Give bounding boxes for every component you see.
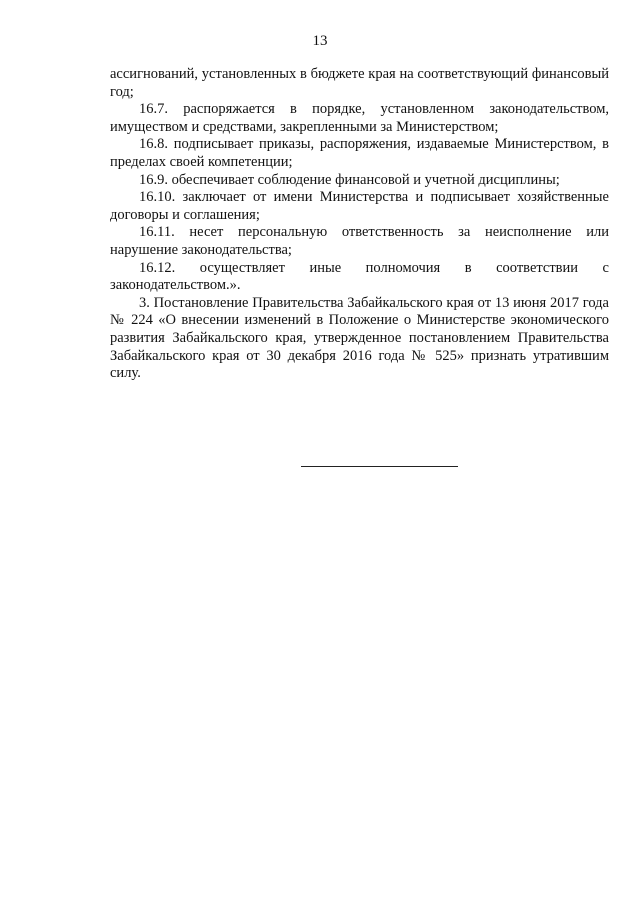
page-number: 13 <box>312 33 328 49</box>
paragraph-16-8: 16.8. подписывает приказы, распоряжения, издаваемые Министерством, в пределах своей компетенции; <box>110 136 609 170</box>
paragraph-16-10: 16.10. заключает от имени Министерства и подписывает хозяйственные договоры и соглашения; <box>110 189 609 223</box>
paragraph-16-11: 16.11. несет персональную ответственность за неисполнение или нарушение законодательства; <box>110 224 609 258</box>
paragraph-16-12: 16.12. осуществляет иные полномочия в соответствии с законодательством.». <box>110 259 609 294</box>
paragraph-16-9: 16.9. обеспечивает соблюдение финансовой и учетной дисциплины; <box>139 171 560 188</box>
end-separator-line <box>301 466 458 467</box>
document-body <box>110 66 609 383</box>
paragraph-3: 3. Постановление Правительства Забайкальского края от 13 июня 2017 года № 224 «О внесении изменений в Положение о Министерстве экономического развития Забайкальского края, утвержденное постановлением Правительства Забайкальского края от 30 декабря 2016 года № 525» признать утратившим силу. <box>110 294 609 382</box>
paragraph-continuation: ассигнований, установленных в бюджете края на соответствующий финансовый год; <box>110 66 609 100</box>
paragraph-16-7: 16.7. распоряжается в порядке, установленном законодательством, имуществом и средствами, закрепленными за Министерством; <box>110 101 609 135</box>
